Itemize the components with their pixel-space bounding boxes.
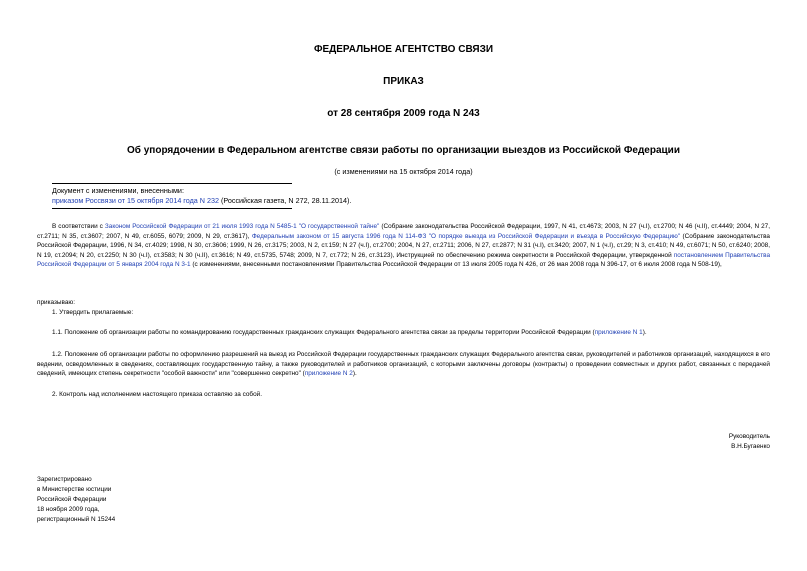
- order-date-number: от 28 сентября 2009 года N 243: [327, 108, 480, 119]
- registration-line-3: Российской Федерации: [37, 496, 107, 503]
- amendment-link[interactable]: приказом Россвязи от 15 октября 2014 года N 232: [52, 196, 219, 205]
- preamble-paragraph: [37, 222, 770, 270]
- amended-note: (с изменениями на 15 октября 2014 года): [334, 167, 473, 176]
- registration-line-5: регистрационный N 15244: [37, 516, 116, 523]
- item-1-1-tail: ).: [642, 329, 647, 336]
- preamble-text-1: В соответствии с: [52, 223, 105, 230]
- item-1-1-text: 1.1. Положение об организации работы по командированию государственных гражданских служащих Федерального агентства связи за пределы территории Российской Федерации (: [52, 329, 595, 336]
- order-heading: ПРИКАЗ: [383, 76, 424, 87]
- government-decree-link[interactable]: постановлением Правительства Российской Федерации от 5 января 2004 года N 3-1: [37, 251, 771, 269]
- signature-role: Руководитель: [728, 433, 770, 440]
- law-state-secret-link[interactable]: Законом Российской Федерации от 21 июля 1993 года N 5485-1 "О государственной тайне": [104, 223, 380, 230]
- divider-top: [52, 183, 292, 184]
- divider-bottom: [52, 208, 292, 209]
- preamble-text-4: (с изменениями, внесенными постановлениями Правительства Российской Федерации от 13 июля 2005 года N 426, от 26 мая 2008 года N 396-17, от 6 июля 2008 года N 508-19),: [190, 261, 722, 269]
- appendix-1-link[interactable]: приложение N 1: [594, 329, 643, 336]
- registration-line-2: в Министерстве юстиции: [37, 486, 112, 493]
- amendment-ref: [52, 196, 412, 206]
- agency-name: ФЕДЕРАЛЬНОЕ АГЕНТСТВО СВЯЗИ: [313, 44, 494, 55]
- signature-name: В.Н.Бугаенко: [731, 443, 770, 450]
- amendment-source: (Российская газета, N 272, 28.11.2014).: [218, 196, 352, 205]
- item-1: 1. Утвердить прилагаемые:: [52, 309, 134, 316]
- law-exit-entry-link[interactable]: Федеральным законом от 15 августа 1996 года N 114-ФЗ "О порядке выезда из Российской Федерации и въезда в Российскую Федерацию": [251, 232, 681, 240]
- item-1-2: [37, 350, 770, 379]
- item-1-1: [37, 328, 770, 338]
- document-title: Об упорядочении в Федеральном агентстве связи работы по организации выездов из Российской Федерации: [127, 145, 680, 156]
- item-1-2-text: 1.2. Положение об организации работы по оформлению разрешений на выезд из Российской Федерации государственных гражданских служащих Федерального агентства связи, руководителей и работников организаций, находящихся в его ведении, осведомленных в сведениях, составляющих государственную тайну, а также руководителей и работников организаций, с которыми заключены договоры (контракты) о проведении совместных и других работ, связанных с передачей сведений, имеющих степень секретности "особой важности" или "совершенно секретно" (: [37, 351, 770, 378]
- preamble-text-3: (Собрание законодательства Российской Федерации, 1996, N 34, ст.4029; 1998, N 30, ст.3606; 1999, N 26, ст.3175; 2003, N 2, ст.159; N 27 (ч.I), ст.2700; 2004, N 27, ст.2711; 2006, N 27, ст.2877; N 31 (ч.I), ст.3420; 2007, N 1 (ч.I), ст.29; N 3, ст.410; N 49, ст.6071; N 50, ст.6240; 2008, N 19, ст.2094; N 20, ст.2250; N 30 (ч.I), ст.3583; N 30 (ч.II), ст.3616; N 49, ст.5735, 5748; 2009, N 7, ст.772; N 26, ст.3123), Инструкцией по обеспечению режима секретности в Российской Федерации, утвержденной: [37, 232, 770, 259]
- registration-line-4: 18 ноября 2009 года,: [37, 506, 100, 513]
- registration-line-1: Зарегистрировано: [37, 476, 92, 483]
- preamble-text-2: (Собрание законодательства Российской Федерации, 1997, N 41, ст.4673; 2003, N 27 (ч.I), ст.2700; N 46 (ч.II), ст.4449; 2004, N 27, ст.2711; N 35, ст.3607; 2007, N 49, ст.6055, 6079; 2009, N 29, ст.3617),: [37, 223, 771, 240]
- amendment-line: Документ с изменениями, внесенными:: [52, 186, 184, 195]
- appendix-2-link[interactable]: приложение N 2: [304, 370, 353, 378]
- item-1-2-tail: ).: [352, 370, 357, 378]
- item-2: 2. Контроль над исполнением настоящего приказа оставляю за собой.: [52, 391, 262, 398]
- order-word: приказываю:: [37, 299, 75, 306]
